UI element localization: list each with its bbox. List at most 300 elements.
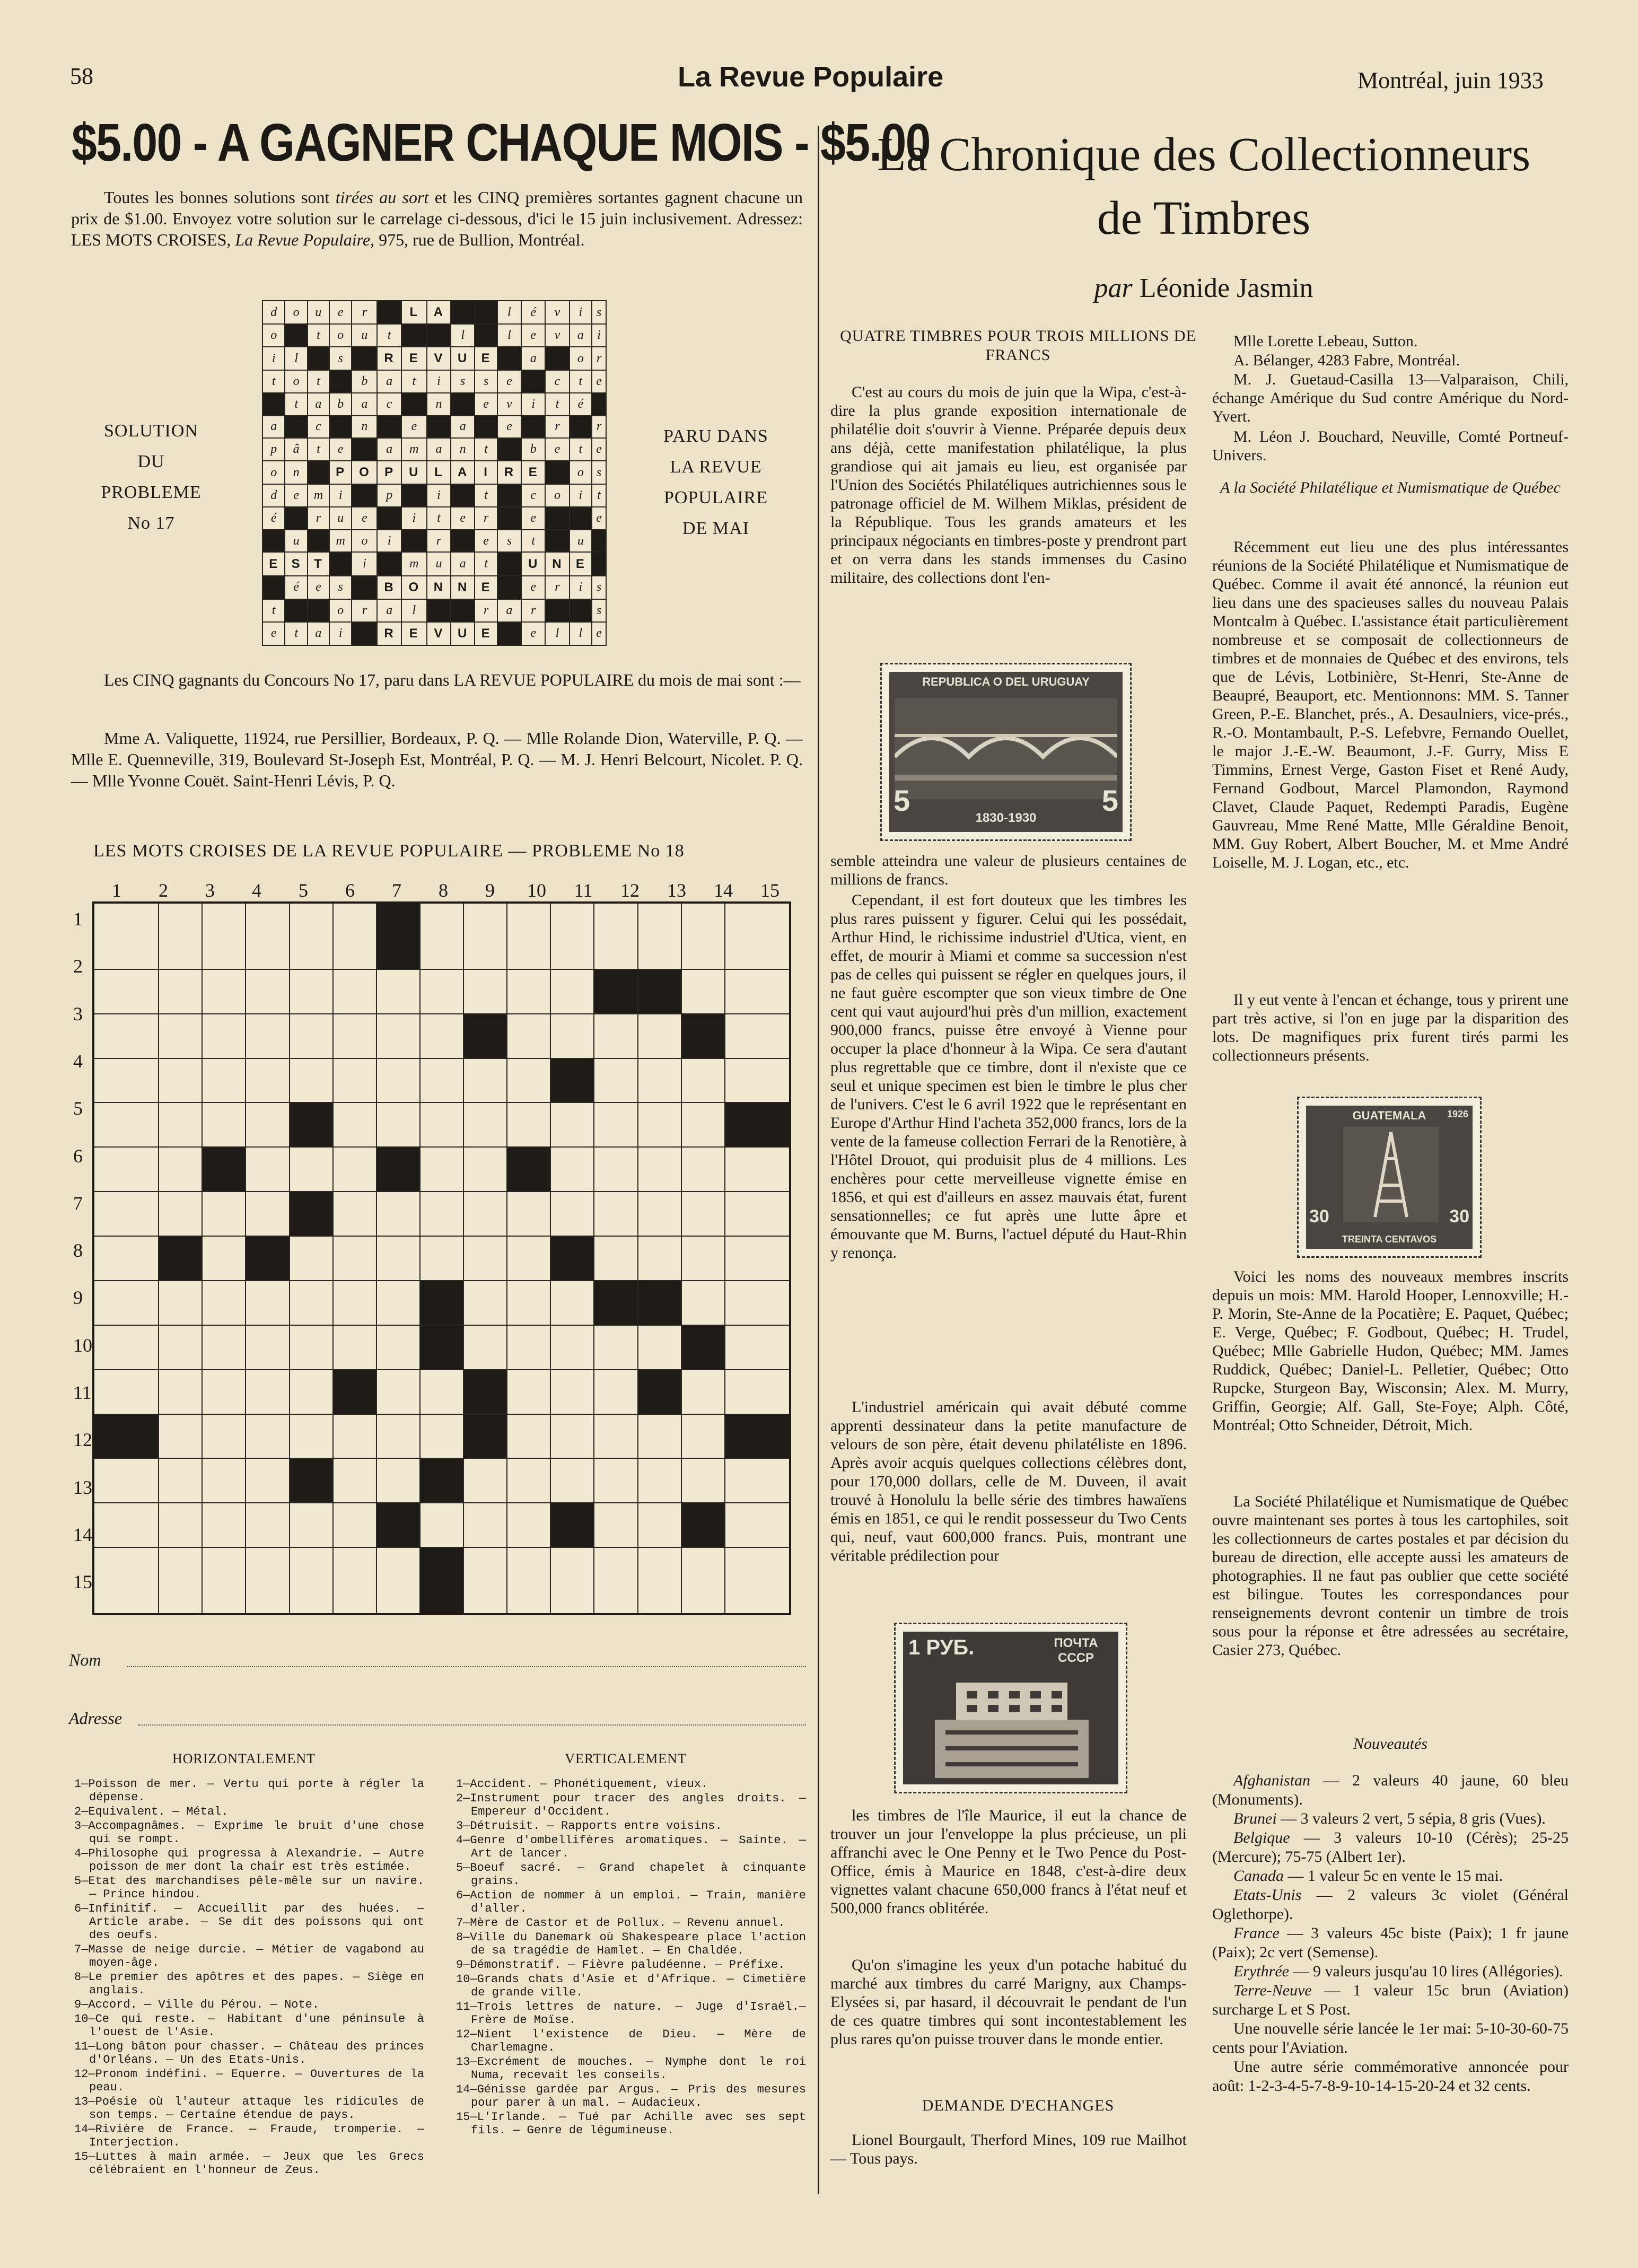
solution-cell: u bbox=[329, 507, 352, 530]
crossword-cell[interactable] bbox=[376, 1414, 420, 1459]
crossword-cell[interactable] bbox=[333, 1281, 376, 1325]
crossword-cell[interactable] bbox=[376, 1370, 420, 1414]
solution-black-cell bbox=[497, 438, 521, 461]
solution-cell: r bbox=[308, 507, 329, 530]
solution-cell: t bbox=[570, 438, 592, 461]
crossword-cell[interactable] bbox=[202, 1281, 246, 1325]
crossword-cell[interactable] bbox=[507, 969, 550, 1014]
crossword-cell[interactable] bbox=[290, 1547, 333, 1614]
crossword-cell[interactable] bbox=[420, 1058, 463, 1103]
nouveaute-country: Erythrée bbox=[1233, 1963, 1289, 1980]
crossword-cell[interactable] bbox=[507, 1236, 550, 1281]
solution-cell: t bbox=[475, 552, 497, 575]
crossword-cell[interactable] bbox=[594, 1014, 637, 1058]
crossword-cell[interactable] bbox=[333, 1236, 376, 1281]
crossword-cell[interactable] bbox=[246, 1058, 289, 1103]
crossword-cell[interactable] bbox=[681, 1192, 725, 1236]
crossword-cell[interactable] bbox=[463, 1102, 507, 1147]
crossword-cell[interactable] bbox=[638, 1147, 681, 1192]
crossword-cell[interactable] bbox=[550, 1414, 594, 1459]
crossword-cell[interactable] bbox=[159, 1414, 202, 1459]
crossword-cell[interactable] bbox=[246, 1014, 289, 1058]
row-number: 11 bbox=[73, 1382, 92, 1403]
crossword-row bbox=[93, 969, 790, 1014]
crossword-cell[interactable] bbox=[463, 1236, 507, 1281]
crossword-cell[interactable] bbox=[290, 1281, 333, 1325]
solution-black-cell bbox=[401, 324, 427, 347]
solution-cell: E bbox=[570, 552, 592, 575]
column-number: 14 bbox=[714, 880, 733, 901]
crossword-cell[interactable] bbox=[725, 903, 790, 969]
crossword-cell[interactable] bbox=[507, 1547, 550, 1614]
crossword-cell[interactable] bbox=[159, 1058, 202, 1103]
crossword-cell[interactable] bbox=[681, 903, 725, 969]
crossword-cell[interactable] bbox=[246, 969, 289, 1014]
crossword-cell[interactable] bbox=[550, 1281, 594, 1325]
crossword-cell[interactable] bbox=[725, 1147, 790, 1192]
solution-cell: s bbox=[329, 576, 352, 599]
crossword-cell[interactable] bbox=[594, 903, 637, 969]
crossword-cell[interactable] bbox=[550, 1547, 594, 1614]
crossword-grid bbox=[92, 901, 791, 1615]
crossword-cell[interactable] bbox=[594, 1325, 637, 1370]
crossword-cell[interactable] bbox=[376, 1014, 420, 1058]
crossword-cell[interactable] bbox=[594, 1058, 637, 1103]
crossword-cell[interactable] bbox=[725, 1503, 790, 1547]
crossword-cell[interactable] bbox=[290, 969, 333, 1014]
nouveaute-country: Belgique bbox=[1233, 1829, 1290, 1846]
solution-cell: r bbox=[475, 507, 497, 530]
crossword-cell[interactable] bbox=[725, 1547, 790, 1614]
solution-cell: e bbox=[592, 507, 606, 530]
crossword-cell[interactable] bbox=[681, 1547, 725, 1614]
solution-cell: L bbox=[427, 461, 451, 484]
solution-cell: i bbox=[570, 576, 592, 599]
crossword-cell[interactable] bbox=[681, 1147, 725, 1192]
solution-row bbox=[262, 622, 606, 645]
address-field[interactable] bbox=[138, 1724, 806, 1726]
crossword-cell[interactable] bbox=[507, 1503, 550, 1547]
name-field[interactable] bbox=[127, 1666, 806, 1667]
crossword-cell[interactable] bbox=[93, 1370, 159, 1414]
crossword-cell[interactable] bbox=[681, 1102, 725, 1147]
crossword-cell[interactable] bbox=[681, 1370, 725, 1414]
crossword-cell[interactable] bbox=[93, 1325, 159, 1370]
solution-black-cell bbox=[592, 393, 606, 416]
crossword-cell[interactable] bbox=[290, 903, 333, 969]
crossword-cell[interactable] bbox=[638, 1325, 681, 1370]
solution-row bbox=[262, 530, 606, 553]
solution-cell: t bbox=[401, 370, 427, 393]
column-number: 8 bbox=[439, 880, 448, 901]
vertical-clues bbox=[456, 1777, 806, 2138]
crossword-cell[interactable] bbox=[202, 1325, 246, 1370]
crossword-cell[interactable] bbox=[507, 1414, 550, 1459]
solution-cell: P bbox=[377, 461, 401, 484]
nouveaute-country: Afghanistan bbox=[1233, 1772, 1311, 1789]
crossword-cell[interactable] bbox=[725, 1236, 790, 1281]
crossword-cell[interactable] bbox=[202, 969, 246, 1014]
crossword-cell[interactable] bbox=[681, 1281, 725, 1325]
crossword-cell[interactable] bbox=[507, 1014, 550, 1058]
crossword-cell[interactable] bbox=[507, 1281, 550, 1325]
crossword-row bbox=[93, 1102, 790, 1147]
crossword-cell[interactable] bbox=[420, 1192, 463, 1236]
solution-cell: E bbox=[401, 622, 427, 645]
crossword-cell[interactable] bbox=[376, 1325, 420, 1370]
solution-cell: r bbox=[592, 347, 606, 370]
crossword-cell[interactable] bbox=[463, 1192, 507, 1236]
crossword-cell[interactable] bbox=[93, 1458, 159, 1503]
crossword-black-cell bbox=[202, 1147, 246, 1192]
crossword-cell[interactable] bbox=[594, 1414, 637, 1459]
crossword-row bbox=[93, 1014, 790, 1058]
solution-label: SOLUTION DU PROBLEME No 17 bbox=[101, 421, 202, 533]
crossword-cell[interactable] bbox=[463, 1503, 507, 1547]
crossword-cell[interactable] bbox=[594, 1102, 637, 1147]
crossword-cell[interactable] bbox=[463, 1058, 507, 1103]
solution-black-cell bbox=[308, 461, 329, 484]
solution-cell: o bbox=[285, 301, 307, 324]
winners-heading: Les CINQ gagnants du Concours No 17, paru dans LA REVUE POPULAIRE du mois de mai sont :— bbox=[104, 670, 801, 689]
crossword-cell[interactable] bbox=[333, 1458, 376, 1503]
solution-black-cell bbox=[285, 599, 307, 622]
crossword-cell[interactable] bbox=[93, 1102, 159, 1147]
solution-cell: t bbox=[285, 622, 307, 645]
crossword-cell[interactable] bbox=[638, 1236, 681, 1281]
crossword-cell[interactable] bbox=[507, 903, 550, 969]
horizontal-clues bbox=[74, 1777, 424, 2178]
crossword-cell[interactable] bbox=[93, 1192, 159, 1236]
crossword-cell[interactable] bbox=[638, 1014, 681, 1058]
crossword-cell[interactable] bbox=[638, 1547, 681, 1614]
crossword-cell[interactable] bbox=[202, 1236, 246, 1281]
solution-row bbox=[262, 507, 606, 530]
crossword-cell[interactable] bbox=[681, 1414, 725, 1459]
solution-cell: E bbox=[475, 622, 497, 645]
crossword-cell[interactable] bbox=[507, 1058, 550, 1103]
crossword-cell[interactable] bbox=[550, 1014, 594, 1058]
crossword-cell[interactable] bbox=[159, 1192, 202, 1236]
horizontal-clue: 14—Rivière de France. — Fraude, tromperie. — Interjection. bbox=[74, 2123, 424, 2149]
crossword-black-cell bbox=[550, 1236, 594, 1281]
crossword-cell[interactable] bbox=[93, 1503, 159, 1547]
solution-black-cell bbox=[475, 301, 497, 324]
crossword-cell[interactable] bbox=[333, 1014, 376, 1058]
solution-cell: m bbox=[308, 484, 329, 507]
crossword-cell[interactable] bbox=[93, 903, 159, 969]
nouveaute-item bbox=[1212, 1886, 1569, 1924]
crossword-cell[interactable] bbox=[159, 1102, 202, 1147]
crossword-cell[interactable] bbox=[333, 1192, 376, 1236]
crossword-cell[interactable] bbox=[725, 1192, 790, 1236]
crossword-cell[interactable] bbox=[507, 1192, 550, 1236]
crossword-cell[interactable] bbox=[594, 1503, 637, 1547]
nouveaute-country: Canada bbox=[1233, 1867, 1284, 1885]
crossword-cell[interactable] bbox=[202, 1192, 246, 1236]
crossword-cell[interactable] bbox=[290, 1058, 333, 1103]
crossword-cell[interactable] bbox=[550, 1325, 594, 1370]
crossword-cell[interactable] bbox=[246, 1325, 289, 1370]
crossword-cell[interactable] bbox=[333, 1547, 376, 1614]
crossword-cell[interactable] bbox=[159, 1281, 202, 1325]
crossword-cell[interactable] bbox=[420, 1414, 463, 1459]
solution-cell: P bbox=[329, 461, 352, 484]
solution-cell: é bbox=[570, 393, 592, 416]
crossword-cell[interactable] bbox=[202, 1414, 246, 1459]
column-divider bbox=[818, 126, 819, 2194]
crossword-cell[interactable] bbox=[202, 903, 246, 969]
crossword-cell[interactable] bbox=[550, 1147, 594, 1192]
crossword-cell[interactable] bbox=[290, 1370, 333, 1414]
crossword-cell[interactable] bbox=[290, 1236, 333, 1281]
chronicle-title: La Chronique des Collectionneurs de Timbres bbox=[877, 128, 1531, 244]
crossword-cell[interactable] bbox=[594, 1370, 637, 1414]
crossword-cell[interactable] bbox=[246, 1102, 289, 1147]
vertical-clue: 3—Détruisit. — Rapports entre voisins. bbox=[456, 1819, 722, 1833]
row-number: 9 bbox=[73, 1287, 83, 1309]
crossword-cell[interactable] bbox=[420, 1503, 463, 1547]
crossword-cell[interactable] bbox=[246, 1547, 289, 1614]
column-number: 15 bbox=[760, 880, 779, 901]
crossword-cell[interactable] bbox=[420, 1236, 463, 1281]
crossword-cell[interactable] bbox=[550, 1370, 594, 1414]
crossword-cell[interactable] bbox=[202, 1547, 246, 1614]
bridge-illustration bbox=[895, 698, 1117, 799]
crossword-cell[interactable] bbox=[333, 1147, 376, 1192]
solution-cell: i bbox=[377, 530, 401, 553]
crossword-cell[interactable] bbox=[463, 903, 507, 969]
solution-black-cell bbox=[497, 507, 521, 530]
solution-cell: L bbox=[401, 301, 427, 324]
article-para-6: Qu'on s'imagine les yeux d'un potache habitué du marché aux timbres du carré Marigny, aux Champs-Elysées si, par hasard, il découvrait le pendant de l'un de ces quatre timbres qui sont incontestablement les plus rares qu'on puisse trouver dans le monde entier. bbox=[830, 1956, 1187, 2048]
crossword-cell[interactable] bbox=[681, 1058, 725, 1103]
crossword-cell[interactable] bbox=[507, 1370, 550, 1414]
crossword-cell[interactable] bbox=[333, 903, 376, 969]
horizontal-clue: 12—Pronom indéfini. — Equerre. — Ouvertures de la peau. bbox=[74, 2068, 424, 2094]
crossword-cell[interactable] bbox=[638, 1503, 681, 1547]
solution-cell: e bbox=[329, 438, 352, 461]
crossword-cell[interactable] bbox=[333, 1102, 376, 1147]
solution-cell: d bbox=[262, 484, 285, 507]
crossword-cell[interactable] bbox=[159, 1014, 202, 1058]
crossword-cell[interactable] bbox=[376, 1102, 420, 1147]
crossword-black-cell bbox=[638, 1370, 681, 1414]
solution-cell: é bbox=[285, 576, 307, 599]
crossword-cell[interactable] bbox=[159, 1547, 202, 1614]
solution-black-cell bbox=[262, 576, 285, 599]
crossword-cell[interactable] bbox=[202, 1058, 246, 1103]
crossword-cell[interactable] bbox=[638, 903, 681, 969]
solution-cell: t bbox=[427, 507, 451, 530]
crossword-cell[interactable] bbox=[202, 1014, 246, 1058]
crossword-cell[interactable] bbox=[681, 1458, 725, 1503]
crossword-cell[interactable] bbox=[159, 969, 202, 1014]
crossword-cell[interactable] bbox=[290, 1325, 333, 1370]
crossword-cell[interactable] bbox=[463, 969, 507, 1014]
nouveaute-note: Une autre série commémorative annoncée pour août: 1-2-3-4-5-7-8-9-10-14-15-20-24 et 32 cents. bbox=[1212, 2058, 1569, 2095]
crossword-cell[interactable] bbox=[507, 1458, 550, 1503]
crossword-cell[interactable] bbox=[420, 969, 463, 1014]
crossword-cell[interactable] bbox=[93, 1281, 159, 1325]
crossword-cell[interactable] bbox=[594, 1147, 637, 1192]
nouveaute-text: — 3 valeurs 2 vert, 5 sépia, 8 gris (Vues). bbox=[1281, 1810, 1546, 1827]
crossword-cell[interactable] bbox=[463, 1458, 507, 1503]
solution-cell: e bbox=[592, 438, 606, 461]
horizontal-clue: 13—Poésie où l'auteur attaque les ridicules de son temps. — Certaine étendue de pays. bbox=[74, 2095, 424, 2122]
crossword-cell[interactable] bbox=[376, 1192, 420, 1236]
solution-cell: e bbox=[329, 301, 352, 324]
crossword-cell[interactable] bbox=[159, 1370, 202, 1414]
nouveaute-country: Terre-Neuve bbox=[1233, 1982, 1312, 1999]
crossword-cell[interactable] bbox=[594, 1192, 637, 1236]
crossword-cell[interactable] bbox=[420, 1147, 463, 1192]
crossword-cell[interactable] bbox=[725, 1458, 790, 1503]
crossword-cell[interactable] bbox=[202, 1503, 246, 1547]
crossword-cell[interactable] bbox=[333, 1503, 376, 1547]
crossword-black-cell bbox=[159, 1236, 202, 1281]
solution-black-cell bbox=[497, 576, 521, 599]
crossword-cell[interactable] bbox=[159, 1325, 202, 1370]
crossword-cell[interactable] bbox=[93, 969, 159, 1014]
crossword-cell[interactable] bbox=[638, 1102, 681, 1147]
crossword-cell[interactable] bbox=[93, 1147, 159, 1192]
solution-cell: a bbox=[427, 438, 451, 461]
crossword-cell[interactable] bbox=[246, 1458, 289, 1503]
crossword-cell[interactable] bbox=[725, 1325, 790, 1370]
solution-black-cell bbox=[545, 347, 569, 370]
crossword-cell[interactable] bbox=[594, 1236, 637, 1281]
solution-cell: a bbox=[377, 438, 401, 461]
crossword-cell[interactable] bbox=[463, 1147, 507, 1192]
nouveaute-item bbox=[1212, 1867, 1569, 1886]
crossword-cell[interactable] bbox=[159, 903, 202, 969]
crossword-cell[interactable] bbox=[290, 1014, 333, 1058]
crossword-cell[interactable] bbox=[594, 1458, 637, 1503]
crossword-cell[interactable] bbox=[333, 1058, 376, 1103]
column-number: 4 bbox=[252, 880, 261, 901]
crossword-cell[interactable] bbox=[202, 1102, 246, 1147]
crossword-cell[interactable] bbox=[93, 1236, 159, 1281]
crossword-cell[interactable] bbox=[202, 1458, 246, 1503]
crossword-cell[interactable] bbox=[202, 1370, 246, 1414]
crossword-cell[interactable] bbox=[246, 1414, 289, 1459]
crossword-cell[interactable] bbox=[159, 1458, 202, 1503]
crossword-cell[interactable] bbox=[420, 1370, 463, 1414]
crossword-cell[interactable] bbox=[376, 1058, 420, 1103]
crossword-cell[interactable] bbox=[725, 1281, 790, 1325]
horizontal-clue: 3—Accompagnâmes. — Exprime le bruit d'une chose qui se rompt. bbox=[74, 1819, 424, 1846]
crossword-cell[interactable] bbox=[507, 1102, 550, 1147]
crossword-black-cell bbox=[376, 903, 420, 969]
crossword-cell[interactable] bbox=[246, 1192, 289, 1236]
nouveautes-title: Nouveautés bbox=[1353, 1735, 1427, 1753]
crossword-cell[interactable] bbox=[420, 1102, 463, 1147]
solution-cell: o bbox=[352, 530, 377, 553]
crossword-cell[interactable] bbox=[93, 1547, 159, 1614]
crossword-cell[interactable] bbox=[290, 1147, 333, 1192]
crossword-black-cell bbox=[638, 1281, 681, 1325]
solution-cell: t bbox=[262, 370, 285, 393]
crossword-cell[interactable] bbox=[246, 1147, 289, 1192]
crossword-cell[interactable] bbox=[333, 1325, 376, 1370]
row-number: 7 bbox=[73, 1192, 83, 1214]
crossword-cell[interactable] bbox=[550, 1458, 594, 1503]
solution-black-cell bbox=[427, 416, 451, 439]
crossword-cell[interactable] bbox=[376, 1281, 420, 1325]
crossword-row bbox=[93, 1058, 790, 1103]
crossword-cell[interactable] bbox=[93, 1058, 159, 1103]
solution-cell: s bbox=[475, 370, 497, 393]
crossword-cell[interactable] bbox=[420, 1014, 463, 1058]
crossword-cell[interactable] bbox=[246, 1370, 289, 1414]
vertical-clue: 1—Accident. — Phonétiquement, vieux. bbox=[456, 1777, 708, 1791]
crossword-cell[interactable] bbox=[463, 1281, 507, 1325]
contest-intro: Toutes les bonnes solutions sont tirées au sort et les CINQ premières sortantes gagnent chacune un prix de $1.00. Envoyez votre solution sur le carrelage ci-dessous, d'ici le 15 juin inclusivement. Adressez: LES MOTS CROISES, La Revue Populaire, 975, rue de Bullion, Montréal. bbox=[71, 188, 803, 249]
crossword-cell[interactable] bbox=[159, 1503, 202, 1547]
crossword-cell[interactable] bbox=[376, 969, 420, 1014]
crossword-cell[interactable] bbox=[725, 1370, 790, 1414]
crossword-cell[interactable] bbox=[681, 969, 725, 1014]
crossword-cell[interactable] bbox=[463, 1325, 507, 1370]
horizontal-title: HORIZONTALEMENT bbox=[172, 1751, 316, 1766]
solution-cell: o bbox=[285, 370, 307, 393]
crossword-cell[interactable] bbox=[638, 1458, 681, 1503]
row-number: 12 bbox=[73, 1429, 92, 1451]
crossword-cell[interactable] bbox=[333, 969, 376, 1014]
crossword-cell[interactable] bbox=[550, 1192, 594, 1236]
crossword-cell[interactable] bbox=[550, 1102, 594, 1147]
column-number: 3 bbox=[205, 880, 215, 901]
crossword-cell[interactable] bbox=[550, 903, 594, 969]
crossword-cell[interactable] bbox=[725, 969, 790, 1014]
crossword-cell[interactable] bbox=[638, 1058, 681, 1103]
crossword-black-cell bbox=[463, 1370, 507, 1414]
crossword-cell[interactable] bbox=[638, 1192, 681, 1236]
crossword-cell[interactable] bbox=[246, 1281, 289, 1325]
crossword-cell[interactable] bbox=[376, 1458, 420, 1503]
crossword-cell[interactable] bbox=[463, 1547, 507, 1614]
crossword-cell[interactable] bbox=[725, 1058, 790, 1103]
crossword-cell[interactable] bbox=[246, 903, 289, 969]
crossword-cell[interactable] bbox=[420, 903, 463, 969]
crossword-cell[interactable] bbox=[93, 1014, 159, 1058]
solution-cell: s bbox=[592, 599, 606, 622]
solution-cell: e bbox=[285, 484, 307, 507]
solution-black-cell bbox=[329, 416, 352, 439]
crossword-cell[interactable] bbox=[594, 1547, 637, 1614]
crossword-cell[interactable] bbox=[333, 1414, 376, 1459]
crossword-cell[interactable] bbox=[159, 1147, 202, 1192]
crossword-cell[interactable] bbox=[550, 969, 594, 1014]
solution-black-cell bbox=[401, 530, 427, 553]
solution-cell: l bbox=[570, 622, 592, 645]
crossword-cell[interactable] bbox=[376, 1236, 420, 1281]
crossword-cell[interactable] bbox=[290, 1503, 333, 1547]
crossword-cell[interactable] bbox=[376, 1547, 420, 1614]
solution-cell: a bbox=[308, 622, 329, 645]
solution-cell: s bbox=[329, 347, 352, 370]
solution-cell: i bbox=[427, 370, 451, 393]
crossword-cell[interactable] bbox=[290, 1414, 333, 1459]
crossword-cell[interactable] bbox=[507, 1325, 550, 1370]
crossword-cell[interactable] bbox=[681, 1236, 725, 1281]
crossword-cell[interactable] bbox=[246, 1503, 289, 1547]
solution-cell: o bbox=[570, 347, 592, 370]
crossword-cell[interactable] bbox=[725, 1014, 790, 1058]
crossword-cell[interactable] bbox=[638, 1414, 681, 1459]
solution-black-cell bbox=[521, 370, 545, 393]
